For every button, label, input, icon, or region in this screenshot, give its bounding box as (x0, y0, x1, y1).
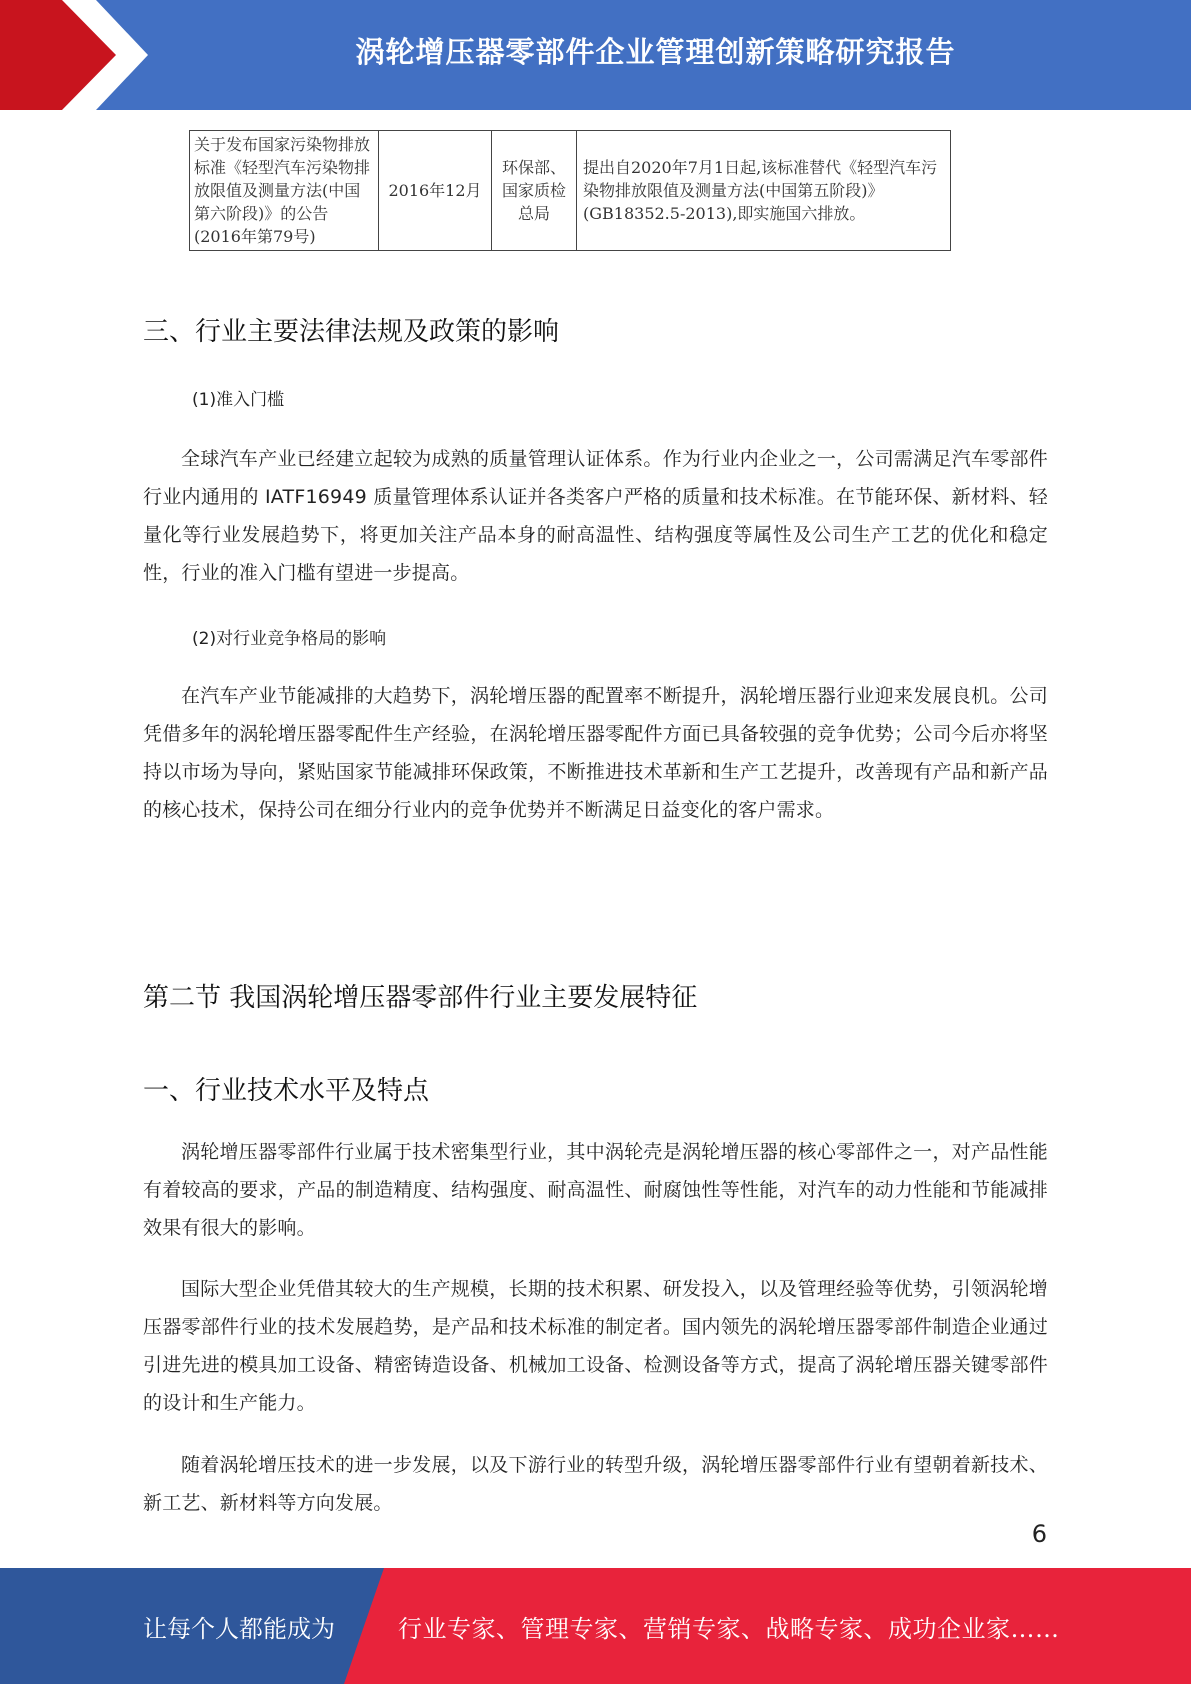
section-heading-tech-level: 一、行业技术水平及特点 (143, 1076, 430, 1106)
table-cell-date: 2016年12月 (379, 131, 492, 251)
report-title: 涡轮增压器零部件企业管理创新策略研究报告 (355, 34, 956, 69)
footer-banner (0, 1568, 1191, 1684)
table-cell-name: 关于发布国家污染物排放标准《轻型汽车污染物排放限值及测量方法(中国第六阶段)》的公告(2016年第79号) (190, 131, 379, 251)
subheading-entry-barrier: (1)准入门槛 (192, 390, 285, 410)
paragraph-entry-barrier: 全球汽车产业已经建立起较为成熟的质量管理认证体系。作为行业内企业之一，公司需满足汽车零部件行业内通用的 IATF16949 质量管理体系认证并各类客户严格的质量和技术标准。在节能环保、新材料、轻量化等行业发展趋势下，将更加关注产品本身的耐高温性、结构强度等属性及公司生产工艺的优化和稳定性，行业的准入门槛有望进一步提高。 (143, 448, 1048, 584)
table-cell-content: 提出自2020年7月1日起,该标准替代《轻型汽车污染物排放限值及测量方法(中国第五阶段)》(GB18352.5-2013),即实施国六排放。 (577, 131, 951, 251)
footer-slogan-left: 让每个人都能成为 (143, 1614, 335, 1643)
subheading-competition: (2)对行业竞争格局的影响 (192, 629, 387, 649)
page-number: 6 (1031, 1520, 1047, 1548)
table-row (190, 131, 951, 251)
paragraph-competition: 在汽车产业节能减排的大趋势下，涡轮增压器的配置率不断提升，涡轮增压器行业迎来发展良机。公司凭借多年的涡轮增压器零配件生产经验，在涡轮增压器零配件方面已具备较强的竞争优势；公司今后亦将坚持以市场为导向，紧贴国家节能减排环保政策，不断推进技术革新和生产工艺提升，改善现有产品和新产品的核心技术，保持公司在细分行业内的竞争优势并不断满足日益变化的客户需求。 (143, 685, 1048, 821)
paragraph-future-direction: 随着涡轮增压技术的进一步发展，以及下游行业的转型升级，涡轮增压器零部件行业有望朝着新技术、新工艺、新材料等方向发展。 (143, 1454, 1048, 1514)
paragraph-international-firms: 国际大型企业凭借其较大的生产规模，长期的技术积累、研发投入，以及管理经验等优势，引领涡轮增压器零部件行业的技术发展趋势，是产品和技术标准的制定者。国内领先的涡轮增压器零部件制造企业通过引进先进的模具加工设备、精密铸造设备、机械加工设备、检测设备等方式，提高了涡轮增压器关键零部件的设计和生产能力。 (143, 1278, 1048, 1414)
table-cell-issuer: 环保部、国家质检总局 (492, 131, 577, 251)
header-arrow-icon (0, 0, 160, 110)
section-heading-policy-impact: 三、行业主要法律法规及政策的影响 (143, 317, 560, 347)
header-banner (0, 0, 1191, 110)
paragraph-tech-intensive: 涡轮增压器零部件行业属于技术密集型行业，其中涡轮壳是涡轮增压器的核心零部件之一，对产品性能有着较高的要求，产品的制造精度、结构强度、耐高温性、耐腐蚀性等性能，对汽车的动力性能和节能减排效果有很大的影响。 (143, 1141, 1048, 1239)
policy-table (189, 130, 951, 251)
chapter-heading-development: 第二节 我国涡轮增压器零部件行业主要发展特征 (143, 983, 698, 1013)
footer-slogan-right: 行业专家、管理专家、营销专家、战略专家、成功企业家…… (398, 1614, 1060, 1643)
